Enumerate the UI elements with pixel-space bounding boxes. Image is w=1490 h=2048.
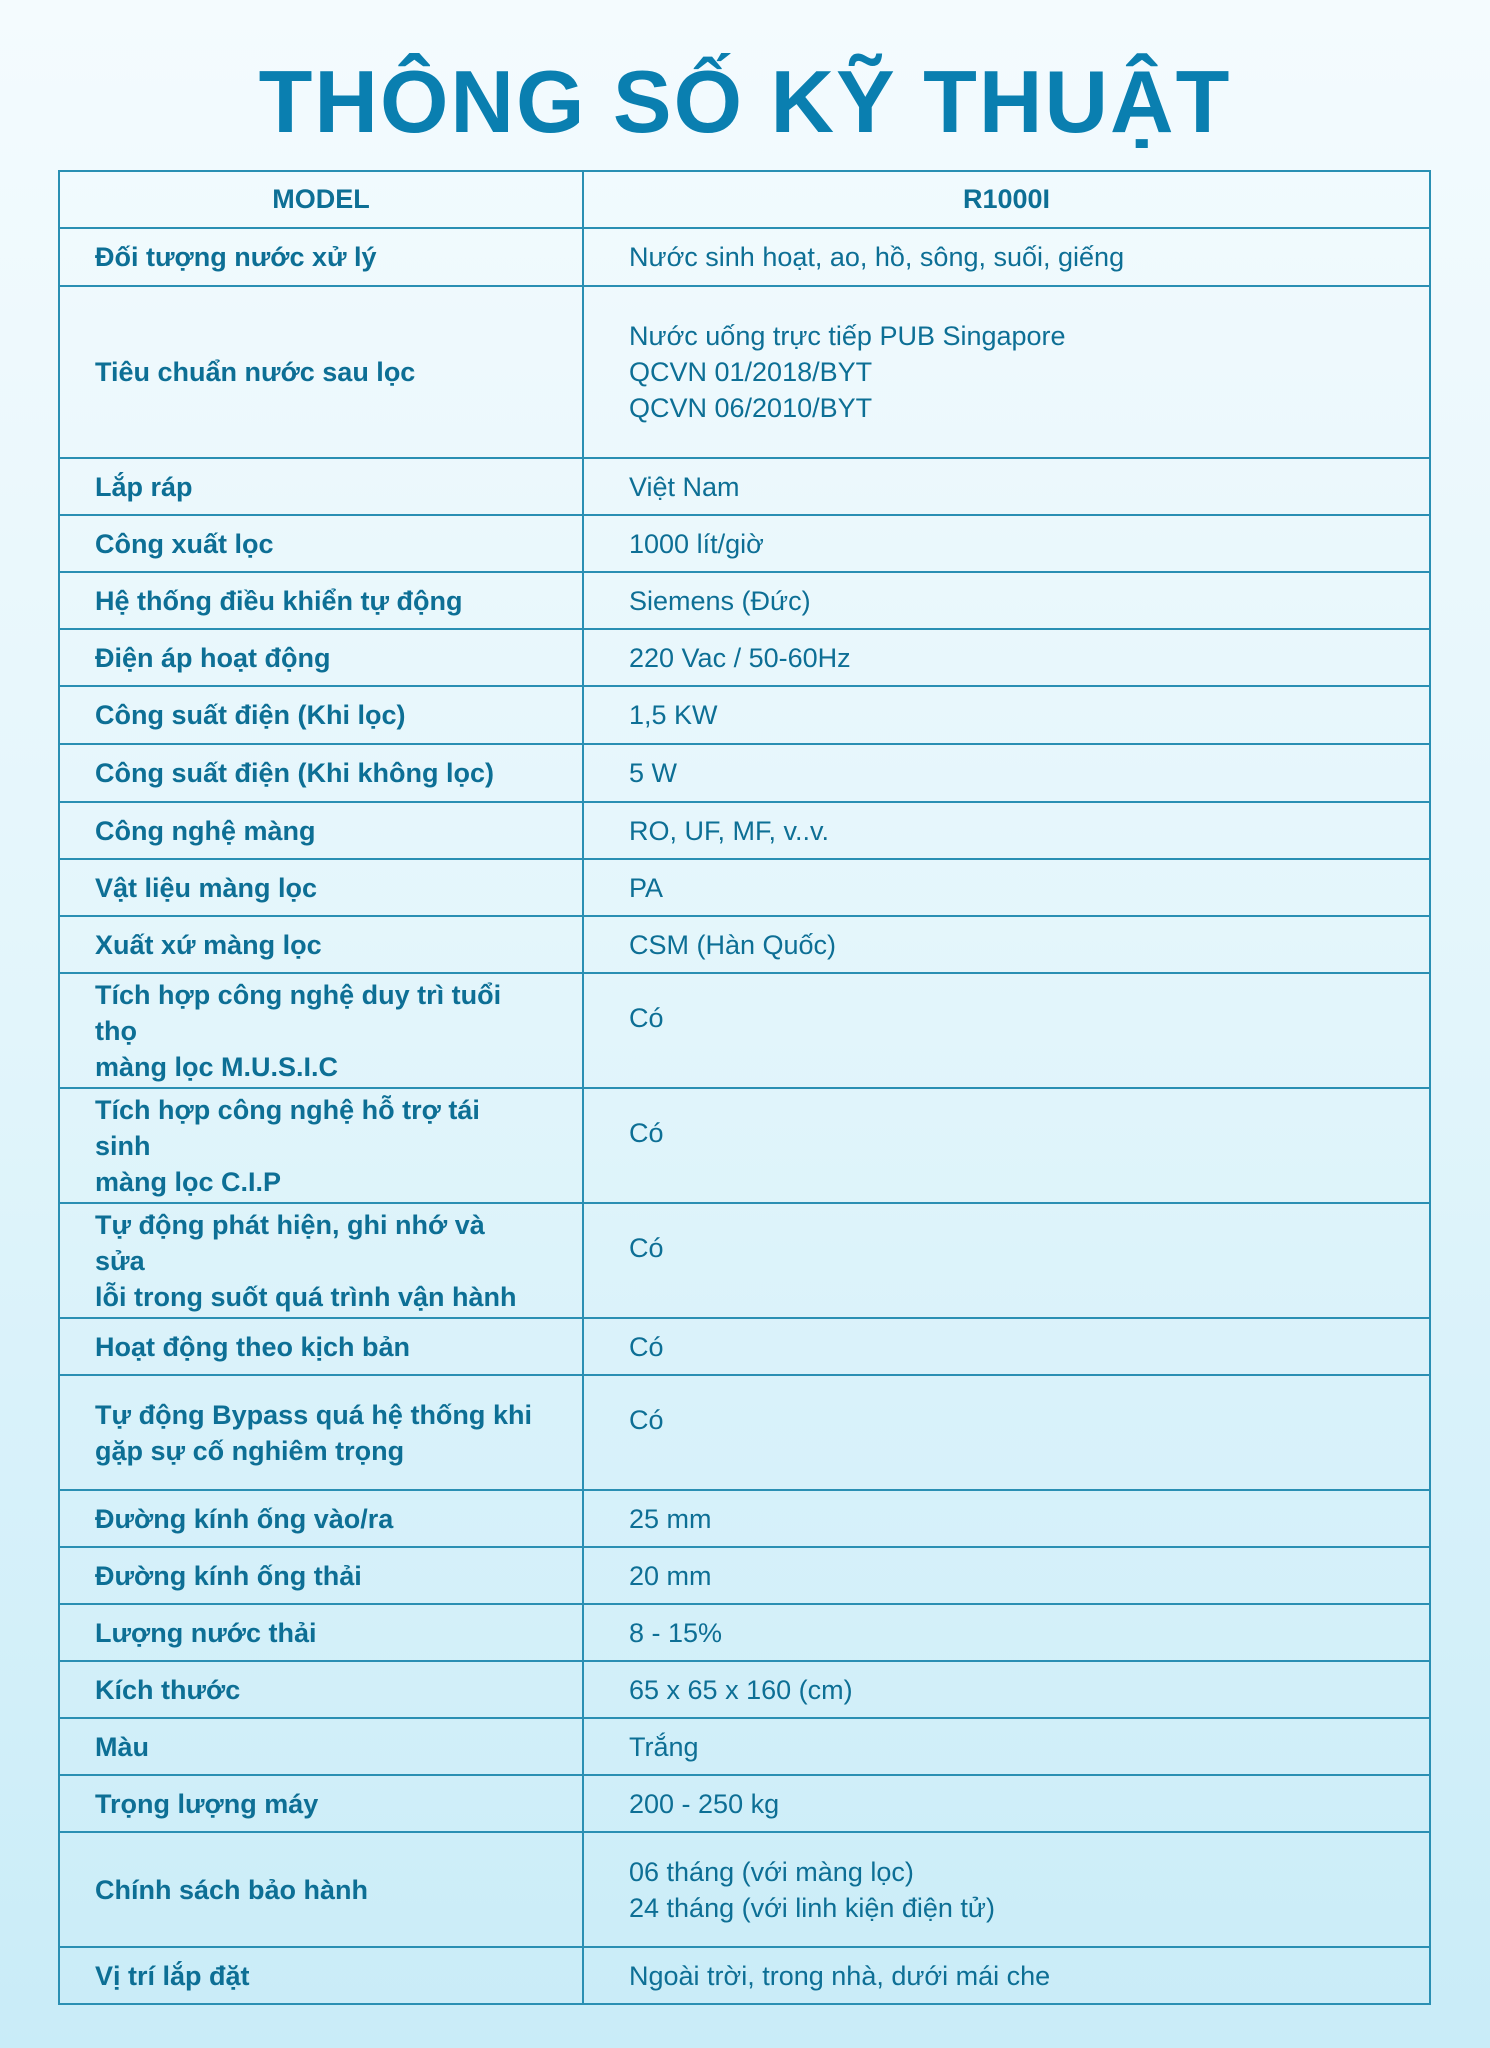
spec-label [59, 1832, 583, 1947]
spec-label-line: Điện áp hoạt động [95, 642, 331, 673]
spec-label [59, 572, 583, 629]
spec-value-line: Có [629, 1331, 664, 1362]
spec-value-line: Có [629, 1118, 664, 1148]
spec-label [59, 686, 583, 744]
spec-label [59, 1318, 583, 1375]
table-row [59, 1490, 1430, 1547]
spec-label [59, 286, 583, 458]
spec-value-line: Ngoài trời, trong nhà, dưới mái che [629, 1960, 1051, 1991]
table-row [59, 629, 1430, 686]
table-row [59, 1318, 1430, 1375]
table-row [59, 686, 1430, 744]
spec-label-line: Vật liệu màng lọc [95, 872, 318, 903]
table-row [59, 228, 1430, 286]
spec-label [59, 1718, 583, 1775]
spec-label-line: Tự động phát hiện, ghi nhớ và sửa [95, 1209, 485, 1276]
spec-label [59, 1947, 583, 2004]
spec-value-line: 20 mm [629, 1560, 712, 1591]
spec-label-line: Tiêu chuẩn nước sau lọc [95, 357, 416, 387]
spec-label [59, 1604, 583, 1661]
spec-label-line: Công suất điện (Khi lọc) [95, 700, 406, 730]
spec-label-line: Hoạt động theo kịch bản [95, 1331, 410, 1362]
header-model-label: MODEL [59, 171, 583, 228]
spec-value-line: Trắng [629, 1731, 699, 1762]
spec-value [583, 1088, 1430, 1203]
spec-value-line: Có [629, 1233, 664, 1263]
spec-value-line: RO, UF, MF, v..v. [629, 815, 829, 846]
spec-label-line: Kích thước [95, 1674, 241, 1705]
spec-value-line: QCVN 06/2010/BYT [629, 393, 873, 423]
spec-value [583, 286, 1430, 458]
table-row [59, 1947, 1430, 2004]
table-row [59, 1604, 1430, 1661]
spec-label-line: Công suất điện (Khi không lọc) [95, 758, 494, 788]
spec-label-line: Vị trí lắp đặt [95, 1960, 250, 1991]
spec-value [583, 1318, 1430, 1375]
spec-value-line: 06 tháng (với màng lọc) [629, 1856, 914, 1887]
spec-label [59, 744, 583, 802]
spec-label-line: Tự động Bypass quá hệ thống khi [95, 1399, 532, 1430]
spec-value-line: 8 - 15% [629, 1617, 723, 1648]
table-header-row [59, 171, 1430, 228]
table-row [59, 458, 1430, 515]
spec-label-line: Tích hợp công nghệ hỗ trợ tái sinh [95, 1094, 480, 1161]
spec-label [59, 916, 583, 973]
spec-label-line: lỗi trong suốt quá trình vận hành [95, 1281, 517, 1312]
spec-value [583, 1832, 1430, 1947]
table-row [59, 973, 1430, 1088]
spec-value-line: 1,5 KW [629, 700, 718, 730]
table-row [59, 286, 1430, 458]
header-model-value: R1000I [583, 171, 1430, 228]
spec-value [583, 1203, 1430, 1318]
table-row [59, 572, 1430, 629]
spec-value-line: Nước uống trực tiếp PUB Singapore [629, 321, 1066, 351]
spec-value-line: 1000 lít/giờ [629, 528, 764, 559]
spec-value-line: Việt Nam [629, 471, 740, 502]
spec-value [583, 744, 1430, 802]
spec-label [59, 1547, 583, 1604]
spec-label [59, 802, 583, 859]
spec-value-line: 24 tháng (với linh kiện điện tử) [629, 1892, 995, 1923]
table-row [59, 1661, 1430, 1718]
spec-value [583, 629, 1430, 686]
table-row [59, 1375, 1430, 1490]
spec-value [583, 1661, 1430, 1718]
spec-value [583, 1775, 1430, 1832]
table-row [59, 1547, 1430, 1604]
spec-label-line: Lắp ráp [95, 471, 193, 502]
spec-value [583, 973, 1430, 1088]
spec-label [59, 1775, 583, 1832]
spec-value [583, 515, 1430, 572]
spec-value [583, 1718, 1430, 1775]
spec-value [583, 1490, 1430, 1547]
spec-label [59, 629, 583, 686]
spec-value [583, 228, 1430, 286]
spec-value-line: 220 Vac / 50-60Hz [629, 642, 851, 673]
spec-table [58, 170, 1431, 2005]
table-row [59, 1718, 1430, 1775]
spec-value [583, 859, 1430, 916]
spec-value [583, 802, 1430, 859]
spec-label-line: Tích hợp công nghệ duy trì tuổi thọ [95, 979, 502, 1046]
spec-label [59, 1375, 583, 1490]
spec-label [59, 515, 583, 572]
table-row [59, 1832, 1430, 1947]
spec-label-line: Công nghệ màng [95, 815, 316, 846]
spec-label-line: Lượng nước thải [95, 1617, 317, 1648]
table-row [59, 859, 1430, 916]
spec-value-line: Siemens (Đức) [629, 585, 811, 616]
table-row [59, 744, 1430, 802]
spec-value-line: QCVN 01/2018/BYT [629, 357, 873, 387]
spec-label [59, 1661, 583, 1718]
spec-value [583, 1375, 1430, 1490]
page-title: THÔNG SỐ KỸ THUẬT [258, 52, 1232, 151]
spec-value-line: 5 W [629, 758, 678, 788]
spec-label-line: màng lọc C.I.P [95, 1166, 282, 1197]
spec-value [583, 572, 1430, 629]
spec-value [583, 1604, 1430, 1661]
table-row [59, 802, 1430, 859]
spec-label [59, 1088, 583, 1203]
spec-value-line: Có [629, 1003, 664, 1033]
spec-label-line: Màu [95, 1731, 149, 1762]
spec-value [583, 916, 1430, 973]
spec-label [59, 1490, 583, 1547]
spec-value [583, 1547, 1430, 1604]
spec-label [59, 228, 583, 286]
table-row [59, 515, 1430, 572]
spec-label [59, 859, 583, 916]
spec-value-line: CSM (Hàn Quốc) [629, 929, 837, 960]
spec-value-line: PA [629, 872, 664, 903]
spec-label-line: Hệ thống điều khiển tự động [95, 585, 463, 616]
spec-value [583, 1947, 1430, 2004]
spec-label-line: Chính sách bảo hành [95, 1874, 369, 1905]
spec-label-line: màng lọc M.U.S.I.C [95, 1051, 339, 1082]
table-row [59, 1775, 1430, 1832]
spec-value-line: 25 mm [629, 1503, 712, 1534]
spec-label-line: Xuất xứ màng lọc [95, 929, 322, 960]
table-row [59, 916, 1430, 973]
spec-label-line: gặp sự cố nghiêm trọng [95, 1435, 405, 1466]
spec-label-line: Công xuất lọc [95, 528, 274, 559]
spec-value [583, 686, 1430, 744]
spec-value-line: Có [629, 1405, 664, 1435]
spec-label [59, 458, 583, 515]
spec-label [59, 973, 583, 1088]
table-row [59, 1203, 1430, 1318]
spec-value-line: 200 - 250 kg [629, 1788, 780, 1819]
table-row [59, 1088, 1430, 1203]
spec-value-line: Nước sinh hoạt, ao, hồ, sông, suối, giếng [629, 242, 1125, 272]
spec-label-line: Đường kính ống vào/ra [95, 1503, 394, 1534]
spec-value [583, 458, 1430, 515]
spec-label-line: Đối tượng nước xử lý [95, 242, 377, 272]
spec-label-line: Trọng lượng máy [95, 1788, 319, 1819]
spec-value-line: 65 x 65 x 160 (cm) [629, 1674, 853, 1705]
spec-label-line: Đường kính ống thải [95, 1560, 362, 1591]
spec-label [59, 1203, 583, 1318]
